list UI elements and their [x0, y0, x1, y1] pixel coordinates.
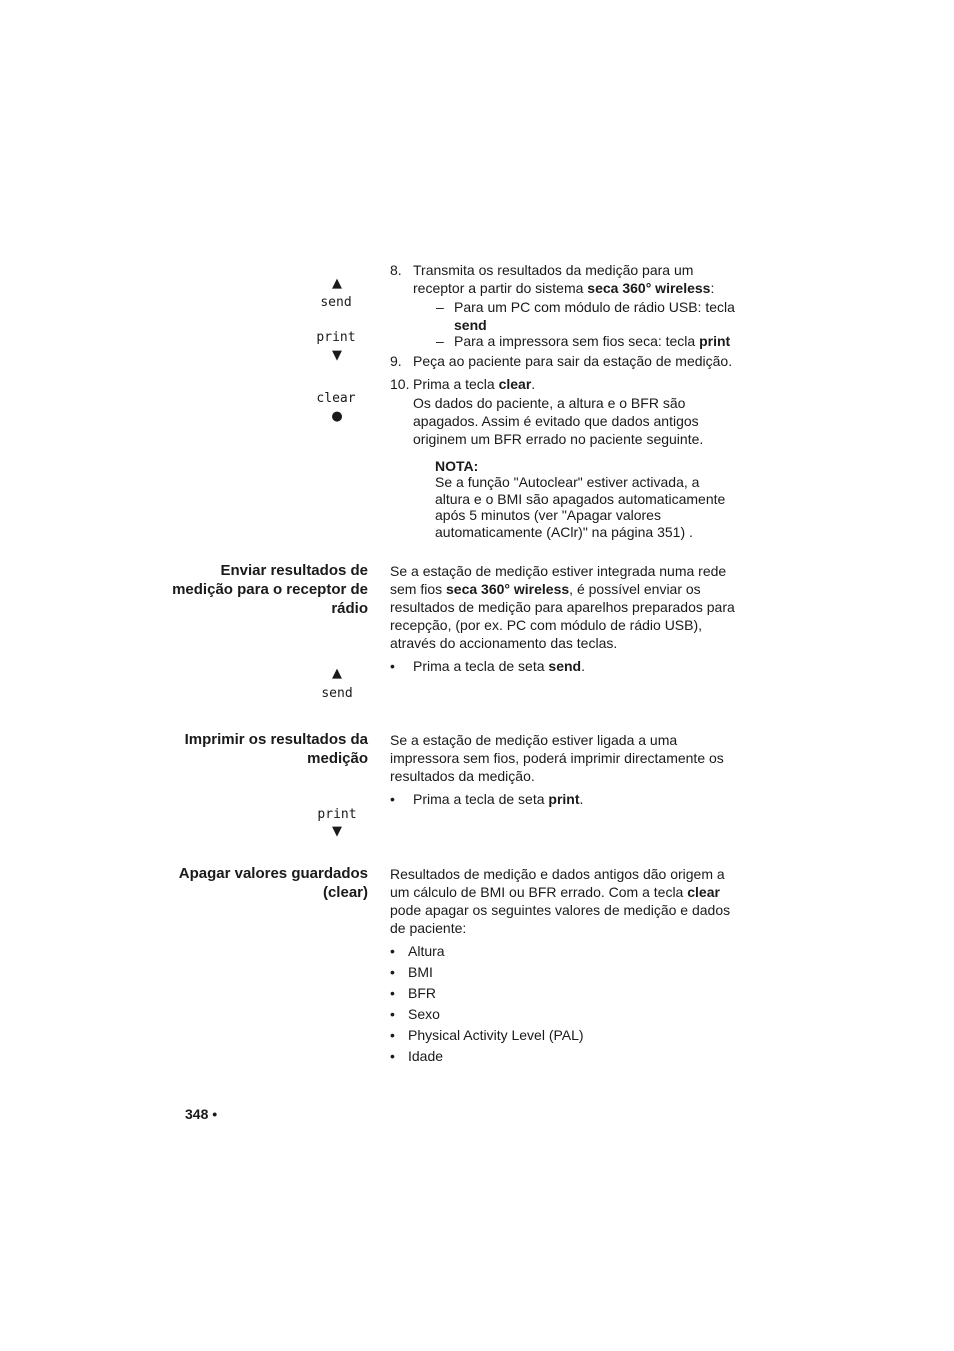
down-arrow-icon: ▼: [332, 824, 342, 839]
clear-key-label: clear: [316, 391, 356, 406]
sub-text: Para um PC com módulo de rádio USB: tecla: [454, 299, 735, 315]
bullet-marker: •: [390, 943, 395, 959]
section-paragraph-clear: [390, 865, 735, 937]
section-heading-print: Imprimir os resultados da medição: [184, 731, 368, 767]
list-item-text: BFR: [408, 985, 436, 1001]
bullet-text-end: .: [581, 658, 585, 674]
key-name: print: [548, 791, 580, 807]
step-8: [390, 261, 735, 297]
list-item-text: Sexo: [408, 1006, 440, 1022]
bullet-marker: •: [390, 791, 395, 807]
step-text-end: :: [710, 280, 715, 296]
dot-icon: ●: [331, 409, 343, 424]
section-heading-clear: Apagar valores guardados (clear): [178, 865, 368, 901]
key-name: print: [699, 333, 731, 349]
product-name: seca 360° wireless: [587, 280, 711, 296]
key-name: clear: [687, 884, 720, 900]
product-name: seca 360° wireless: [446, 581, 570, 597]
list-item: [390, 1047, 735, 1068]
step-text: Prima a tecla: [413, 376, 499, 392]
up-arrow-icon: ▲: [332, 666, 342, 681]
list-item-text: Idade: [408, 1048, 444, 1064]
list-item-text: BMI: [408, 964, 433, 980]
step-9: [390, 352, 740, 370]
step-number: 8.: [390, 262, 402, 278]
bullet-send: [390, 657, 735, 675]
section-heading-send: Enviar resultados de medição para o receptor de rádio: [172, 562, 368, 617]
bullet-marker: •: [390, 658, 395, 674]
step-text: Peça ao paciente para sair da estação de medição.: [413, 353, 733, 369]
list-item: [390, 984, 735, 1005]
list-item: [390, 1005, 735, 1026]
bullet-text: Prima a tecla de seta: [413, 658, 549, 674]
section-paragraph-print: Se a estação de medição estiver ligada a uma impressora sem fios, poderá imprimir directamente os resultados da medição.: [390, 732, 724, 784]
bullet-marker: •: [390, 1027, 395, 1043]
bullet-marker: •: [390, 964, 395, 980]
print-key-label: print: [316, 330, 356, 345]
list-item: [390, 1026, 735, 1047]
send-key-label: send: [320, 295, 352, 310]
clear-values-list: [390, 942, 735, 1068]
key-name: send: [548, 658, 582, 674]
bullet-print: [390, 790, 735, 808]
page-number: 348 •: [185, 1106, 218, 1122]
step-number: 10.: [390, 376, 410, 392]
key-name: clear: [498, 376, 532, 392]
step-10-description: Os dados do paciente, a altura e o BFR são apagados. Assim é evitado que dados antigos originem um BFR errado no paciente seguinte.: [413, 395, 704, 447]
dash-marker: –: [436, 333, 444, 349]
paragraph-text-end: , é possível enviar os resultados de medição para aparelhos preparados para recepção, (por ex. PC com módulo de rádio USB), através do accionamento das teclas.: [390, 581, 735, 651]
section-paragraph-send: [390, 562, 735, 652]
paragraph-text: Resultados de medição e dados antigos dão origem a um cálculo de BMI ou BFR errado. Com a tecla: [390, 866, 725, 900]
bullet-text: Prima a tecla de seta: [413, 791, 549, 807]
dash-marker: –: [436, 299, 444, 315]
note-box: [435, 457, 735, 540]
list-item: [390, 942, 735, 963]
step-8-sub-1: [436, 298, 736, 334]
bullet-marker: •: [390, 985, 395, 1001]
step-8-sub-2: [436, 332, 736, 350]
note-title: NOTA:: [435, 458, 479, 474]
bullet-text-end: .: [579, 791, 584, 807]
step-text-end: .: [531, 376, 536, 392]
step-10: [390, 375, 735, 393]
up-arrow-icon: ▲: [332, 276, 342, 291]
bullet-marker: •: [390, 1048, 395, 1064]
key-name: send: [454, 317, 487, 333]
sub-text: Para a impressora sem fios seca: tecla: [454, 333, 700, 349]
bullet-marker: •: [390, 1006, 395, 1022]
list-item-text: Altura: [408, 943, 445, 959]
list-item-text: Physical Activity Level (PAL): [408, 1027, 584, 1043]
note-text: Se a função "Autoclear" estiver activada, a altura e o BMI são apagados automaticamente após 5 minutos (ver "Apagar valores automaticamente (AClr)" na página 351) .: [435, 474, 726, 540]
down-arrow-icon: ▼: [332, 348, 342, 363]
step-number: 9.: [390, 353, 402, 369]
paragraph-text: Se a estação de medição estiver integrada numa rede sem fios: [390, 563, 727, 597]
send-key-label: send: [321, 686, 353, 701]
step-text: Transmita os resultados da medição para um receptor a partir do sistema: [413, 262, 694, 296]
print-key-label: print: [317, 807, 357, 822]
paragraph-text-end: pode apagar os seguintes valores de medição e dados de paciente:: [390, 902, 731, 936]
list-item: [390, 963, 735, 984]
